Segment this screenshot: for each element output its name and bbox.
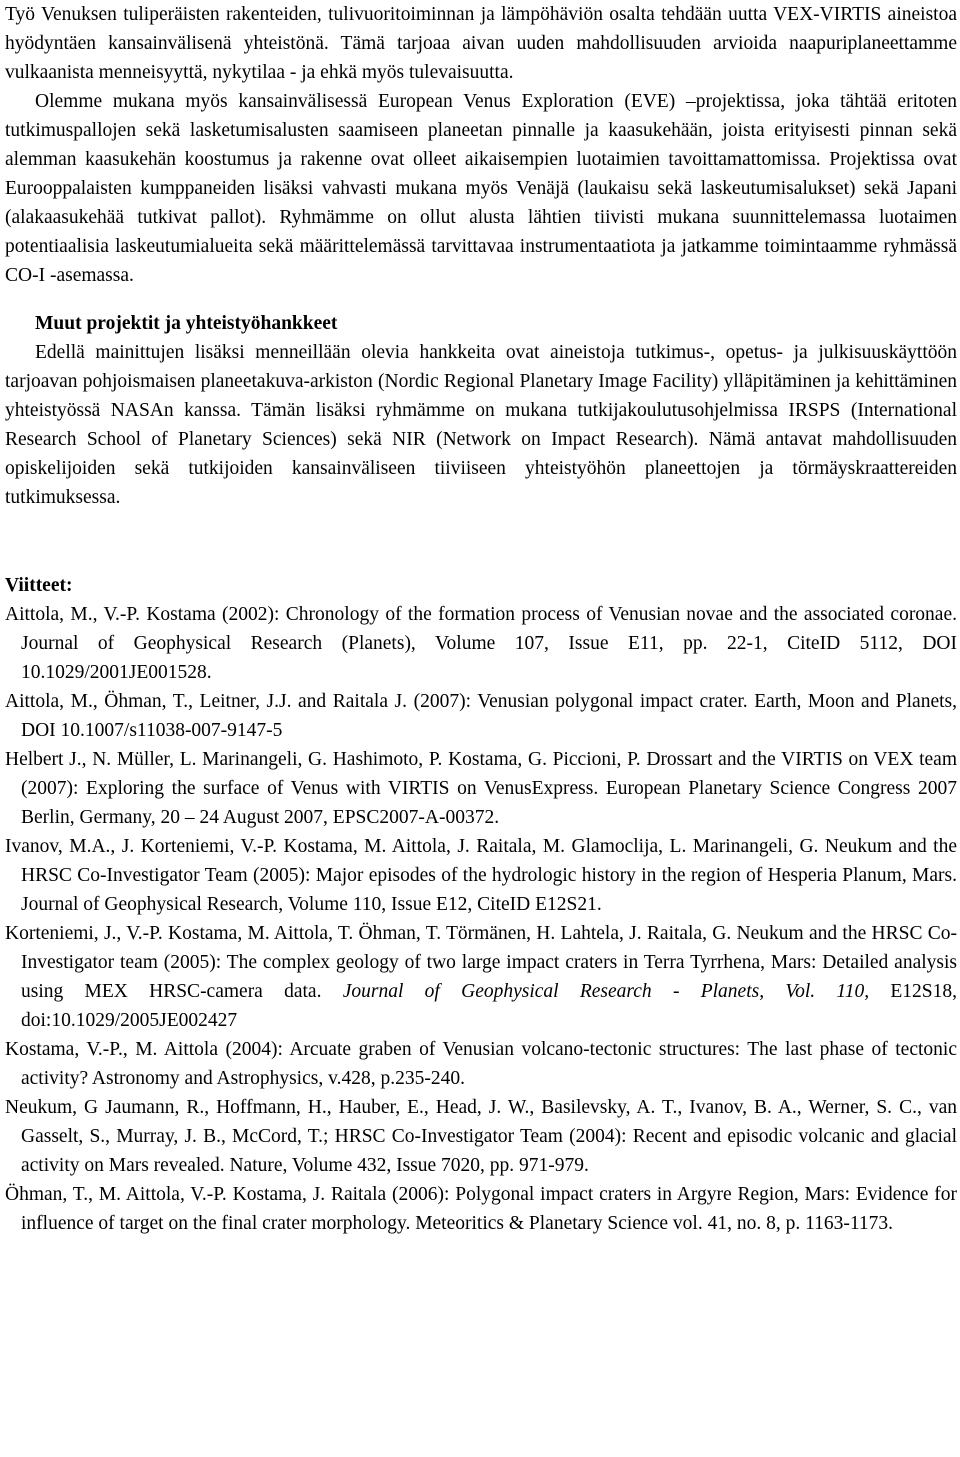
- reference-item: [5, 1093, 957, 1180]
- intro-paragraph-1: Työ Venuksen tuliperäisten rakenteiden, tulivuoritoiminnan ja lämpöhäviön osalta tehdään uutta VEX-VIRTIS aineistoa hyödyntäen kansainvälisenä yhteistönä. Tämä tarjoaa aivan uuden mahdollisuuden arvioida naapuriplaneettamme vulkaanista menneisyyttä, nykytilaa - ja ehkä myös tulevaisuutta.: [5, 4, 957, 83]
- intro-paragraph-2: Olemme mukana myös kansainvälisessä European Venus Exploration (EVE) –projektissa, joka tähtää eritoten tutkimuspallojen sekä lasketumisalusten saamiseen planeetan pinnalle ja kaasukehään, joista erityisesti pinnan sekä alemman kaasukehän koostumus ja rakenne ovat olleet aikaisempien luotaimien tavoittamattomissa. Projektissa ovat Eurooppalaisten kumppaneiden lisäksi vahvasti mukana myös Venäjä (laukaisu sekä laskeutumisalukset) sekä Japani (alakaasukehää tutkivat pallot). Ryhmämme on ollut alusta lähtien tiivisti mukana suunnittelemassa luotaimen potentiaalisia laskeutumialueita sekä määrittelemässä tarvittavaa instrumentaatiota ja jatkamme toimintaamme ryhmässä CO-I -asemassa.: [5, 91, 957, 286]
- reference-text: Korteniemi, J., V.-P. Kostama, M. Aittola, T. Öhman, T. Törmänen, H. Lahtela, J. Raitala, G. Neukum and the HRSC Co-Investigator team (2005): The complex geology of two large impact craters in Terra Tyrrhena, Mars: Detailed analysis using MEX HRSC-camera data.: [5, 923, 957, 1002]
- reference-text: Aittola, M., Öhman, T., Leitner, J.J. and Raitala J. (2007): Venusian polygonal impact crater. Earth, Moon and Planets, DOI 10.1007/s11038-007-9147-5: [5, 691, 957, 741]
- reference-item: [5, 919, 957, 1035]
- reference-list: [5, 600, 957, 1238]
- reference-text: Helbert J., N. Müller, L. Marinangeli, G. Hashimoto, P. Kostama, G. Piccioni, P. Drossart and the VIRTIS on VEX team (2007): Exploring the surface of Venus with VIRTIS on VenusExpress. European Planetary Science Congress 2007 Berlin, Germany, 20 – 24 August 2007, EPSC2007-A-00372.: [5, 749, 957, 828]
- reference-item: [5, 1180, 957, 1238]
- reference-item: [5, 687, 957, 745]
- reference-journal: Journal of Geophysical Research - Planets, Vol. 110,: [342, 981, 870, 1002]
- viitteet-heading: Viitteet:: [5, 575, 73, 596]
- reference-text: Aittola, M., V.-P. Kostama (2002): Chronology of the formation process of Venusian novae and the associated coronae. Journal of Geophysical Research (Planets), Volume 107, Issue E11, pp. 22-1, CiteID 5112, DOI 10.1029/2001JE001528.: [5, 604, 957, 683]
- reference-text: Öhman, T., M. Aittola, V.-P. Kostama, J. Raitala (2006): Polygonal impact craters in Argyre Region, Mars: Evidence for influence of target on the final crater morphology. Meteoritics & Planetary Science vol. 41, no. 8, p. 1163-1173.: [5, 1184, 957, 1234]
- reference-item: [5, 832, 957, 919]
- reference-text: Kostama, V.-P., M. Aittola (2004): Arcuate graben of Venusian volcano-tectonic structures: The last phase of tectonic activity? Astronomy and Astrophysics, v.428, p.235-240.: [5, 1039, 957, 1089]
- reference-text: Ivanov, M.A., J. Korteniemi, V.-P. Kostama, M. Aittola, J. Raitala, M. Glamoclija, L. Marinangeli, G. Neukum and the HRSC Co-Investigator Team (2005): Major episodes of the hydrologic history in the region of Hesperia Planum, Mars. Journal of Geophysical Research, Volume 110, Issue E12, CiteID E12S21.: [5, 836, 957, 915]
- muut-heading: Muut projektit ja yhteistyöhankkeet: [35, 313, 338, 334]
- reference-tail: E12S18, doi:10.1029/2005JE002427: [21, 981, 958, 1031]
- reference-item: [5, 745, 957, 832]
- reference-text: Neukum, G Jaumann, R., Hoffmann, H., Hauber, E., Head, J. W., Basilevsky, A. T., Ivanov, B. A., Werner, S. C., van Gasselt, S., Murray, J. B., McCord, T.; HRSC Co-Investigator Team (2004): Recent and episodic volcanic and glacial activity on Mars revealed. Nature, Volume 432, Issue 7020, pp. 971-979.: [5, 1097, 957, 1176]
- muut-paragraph: Edellä mainittujen lisäksi menneillään olevia hankkeita ovat aineistoja tutkimus-, opetus- ja julkisuuskäyttöön tarjoavan pohjoismaisen planeetakuva-arkiston (Nordic Regional Planetary Image Facility) ylläpitäminen ja kehittäminen yhteistyössä NASAn kanssa. Tämän lisäksi ryhmämme on mukana tutkijakoulutusohjelmissa IRSPS (International Research School of Planetary Sciences) sekä NIR (Network on Impact Research). Nämä antavat mahdollisuuden opiskelijoiden sekä tutkijoiden kansainväliseen tiiviiseen yhteistyöhön planeettojen ja törmäyskraattereiden tutkimuksessa.: [5, 342, 957, 508]
- reference-item: [5, 1035, 957, 1093]
- reference-item: [5, 600, 957, 687]
